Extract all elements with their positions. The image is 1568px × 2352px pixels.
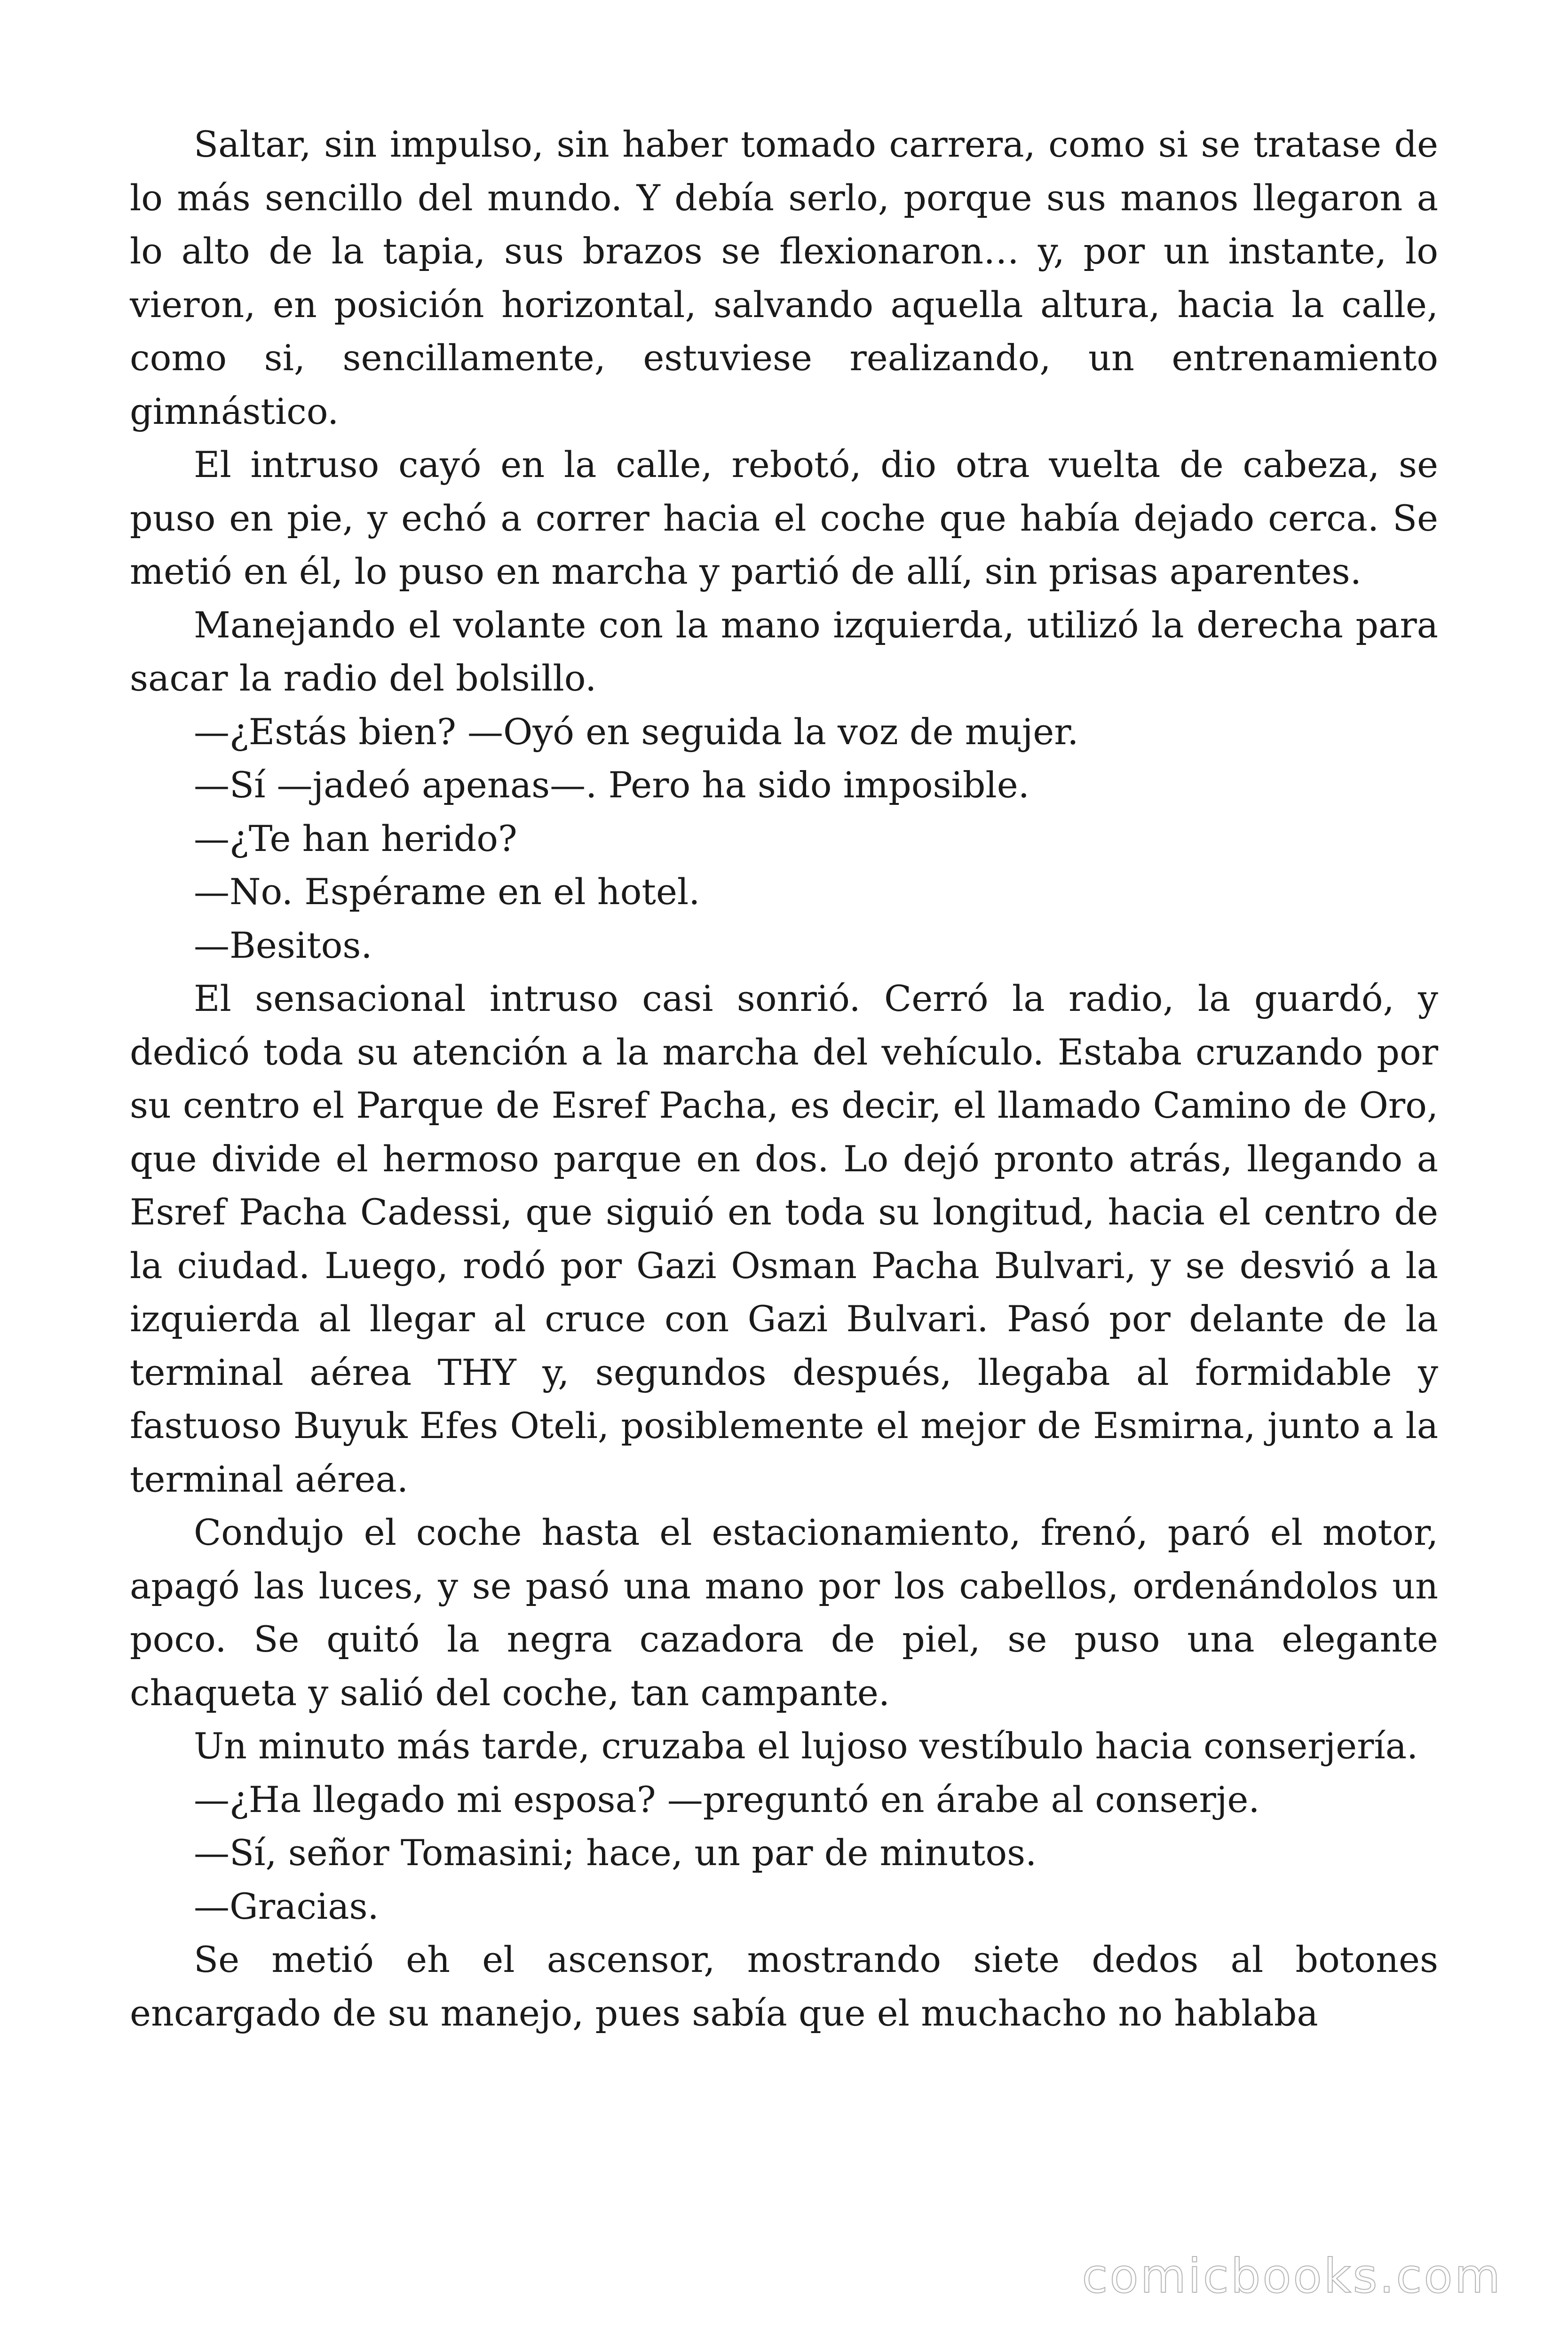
dialogue-line: —No. Espérame en el hotel. bbox=[194, 871, 700, 913]
paragraph: Se metió eh el ascensor, mostrando siete dedos al botones encargado de su manejo, pues sabía que el muchacho no hablaba bbox=[130, 1939, 1438, 2034]
page-body-text bbox=[130, 118, 1438, 2040]
paragraph: Manejando el volante con la mano izquierda, utilizó la derecha para sacar la radio del bolsillo. bbox=[130, 604, 1438, 699]
dialogue-line: —Sí —jadeó apenas—. Pero ha sido imposible. bbox=[194, 764, 1029, 806]
paragraph: Saltar, sin impulso, sin haber tomado carrera, como si se tratase de lo más sencillo del mundo. Y debía serlo, porque sus manos llegaron a lo alto de la tapia, sus brazos se flexionaron… y, por un instante, lo vieron, en posición horizontal, salvando aquella altura, hacia la calle, como si, sencillamente, estuviese realizando, un entrenamiento gimnástico. bbox=[130, 123, 1438, 432]
dialogue-line: —Sí, señor Tomasini; hace, un par de minutos. bbox=[194, 1832, 1037, 1874]
paragraph: Condujo el coche hasta el estacionamiento, frenó, paró el motor, apagó las luces, y se pasó una mano por los cabellos, ordenándolos un poco. Se quitó la negra cazadora de piel, se puso una elegante chaqueta y salió del coche, tan campante. bbox=[130, 1511, 1438, 1714]
paragraph: Un minuto más tarde, cruzaba el lujoso vestíbulo hacia conserjería. bbox=[194, 1725, 1418, 1767]
paragraph: El intruso cayó en la calle, rebotó, dio otra vuelta de cabeza, se puso en pie, y echó a correr hacia el coche que había dejado cerca. Se metió en él, lo puso en marcha y partió de allí, sin prisas aparentes. bbox=[130, 444, 1438, 592]
dialogue-line: —¿Te han herido? bbox=[194, 817, 517, 859]
paragraph: El sensacional intruso casi sonrió. Cerró la radio, la guardó, y dedicó toda su atención a la marcha del vehículo. Estaba cruzando por su centro el Parque de Esref Pacha, es decir, el llamado Camino de Oro, que divide el hermoso parque en dos. Lo dejó pronto atrás, llegando a Esref Pacha Cadessi, que siguió en toda su longitud, hacia el centro de la ciudad. Luego, rodó por Gazi Osman Pacha Bulvari, y se desvió a la izquierda al llegar al cruce con Gazi Bulvari. Pasó por delante de la terminal aérea THY y, segundos después, llegaba al formidable y fastuoso Buyuk Efes Oteli, posiblemente el mejor de Esmirna, junto a la terminal aérea. bbox=[130, 977, 1438, 1500]
dialogue-line: —¿Ha llegado mi esposa? —preguntó en árabe al conserje. bbox=[194, 1778, 1260, 1820]
dialogue-line: —Besitos. bbox=[194, 924, 372, 966]
watermark-text: comicbooks.com bbox=[1082, 2249, 1502, 2304]
dialogue-line: —Gracias. bbox=[194, 1885, 379, 1927]
dialogue-line: —¿Estás bien? —Oyó en seguida la voz de mujer. bbox=[194, 710, 1079, 753]
